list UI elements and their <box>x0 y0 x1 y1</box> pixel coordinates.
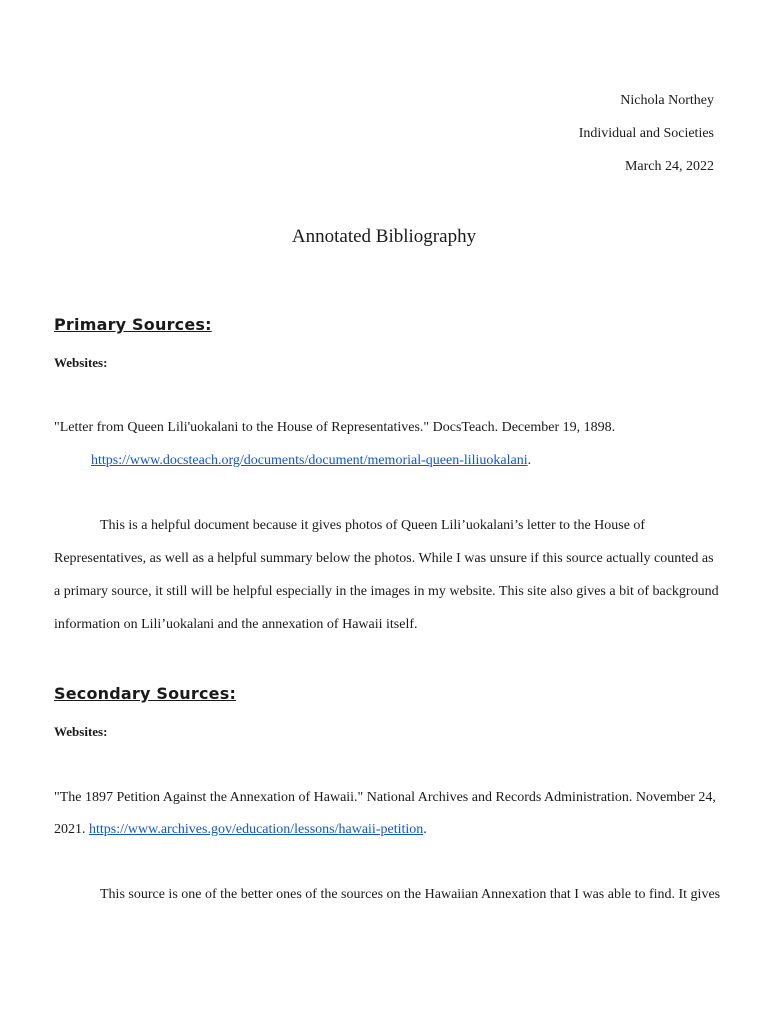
primary-annotation-line-4: information on Lili’uokalani and the annexation of Hawaii itself. <box>54 617 418 632</box>
primary-annotation-line-2: Representatives, as well as a helpful summary below the photos. While I was unsure if this source actually counted as <box>54 551 714 566</box>
secondary-citation-period: . <box>423 822 427 837</box>
primary-citation-line-1: "Letter from Queen Lili'uokalani to the House of Representatives." DocsTeach. December 19, 1898. <box>54 420 616 435</box>
primary-annotation-line-1: This is a helpful document because it gives photos of Queen Lili’uokalani’s letter to the House of <box>100 518 646 533</box>
document-date: March 24, 2022 <box>624 159 714 174</box>
primary-sources-heading: Primary Sources: <box>54 315 212 334</box>
secondary-websites-subheading: Websites: <box>54 724 108 739</box>
primary-websites-subheading: Websites: <box>54 355 108 370</box>
author-name: Nichola Northey <box>620 93 714 108</box>
primary-citation-period: . <box>527 453 532 468</box>
secondary-citation-year: 2021. <box>54 822 89 837</box>
document-title: Annotated Bibliography <box>291 226 477 247</box>
secondary-annotation-line-1: This source is one of the better ones of the sources on the Hawaiian Annexation that I was able to find. It gives <box>100 887 721 902</box>
secondary-citation-link[interactable]: https://www.archives.gov/education/lessons/hawaii-petition <box>89 822 424 837</box>
primary-citation-line-2 <box>91 453 751 469</box>
secondary-sources-heading: Secondary Sources: <box>54 684 237 703</box>
primary-annotation-line-3: a primary source, it still will be helpful especially in the images in my website. This site also gives a bit of background <box>54 584 719 599</box>
secondary-citation-line-2 <box>54 822 714 838</box>
course-name: Individual and Societies <box>578 126 714 141</box>
primary-citation-link[interactable]: https://www.docsteach.org/documents/document/memorial-queen-liliuokalani <box>91 453 528 468</box>
secondary-citation-line-1: "The 1897 Petition Against the Annexation of Hawaii." National Archives and Records Administration. November 24, <box>54 790 716 805</box>
